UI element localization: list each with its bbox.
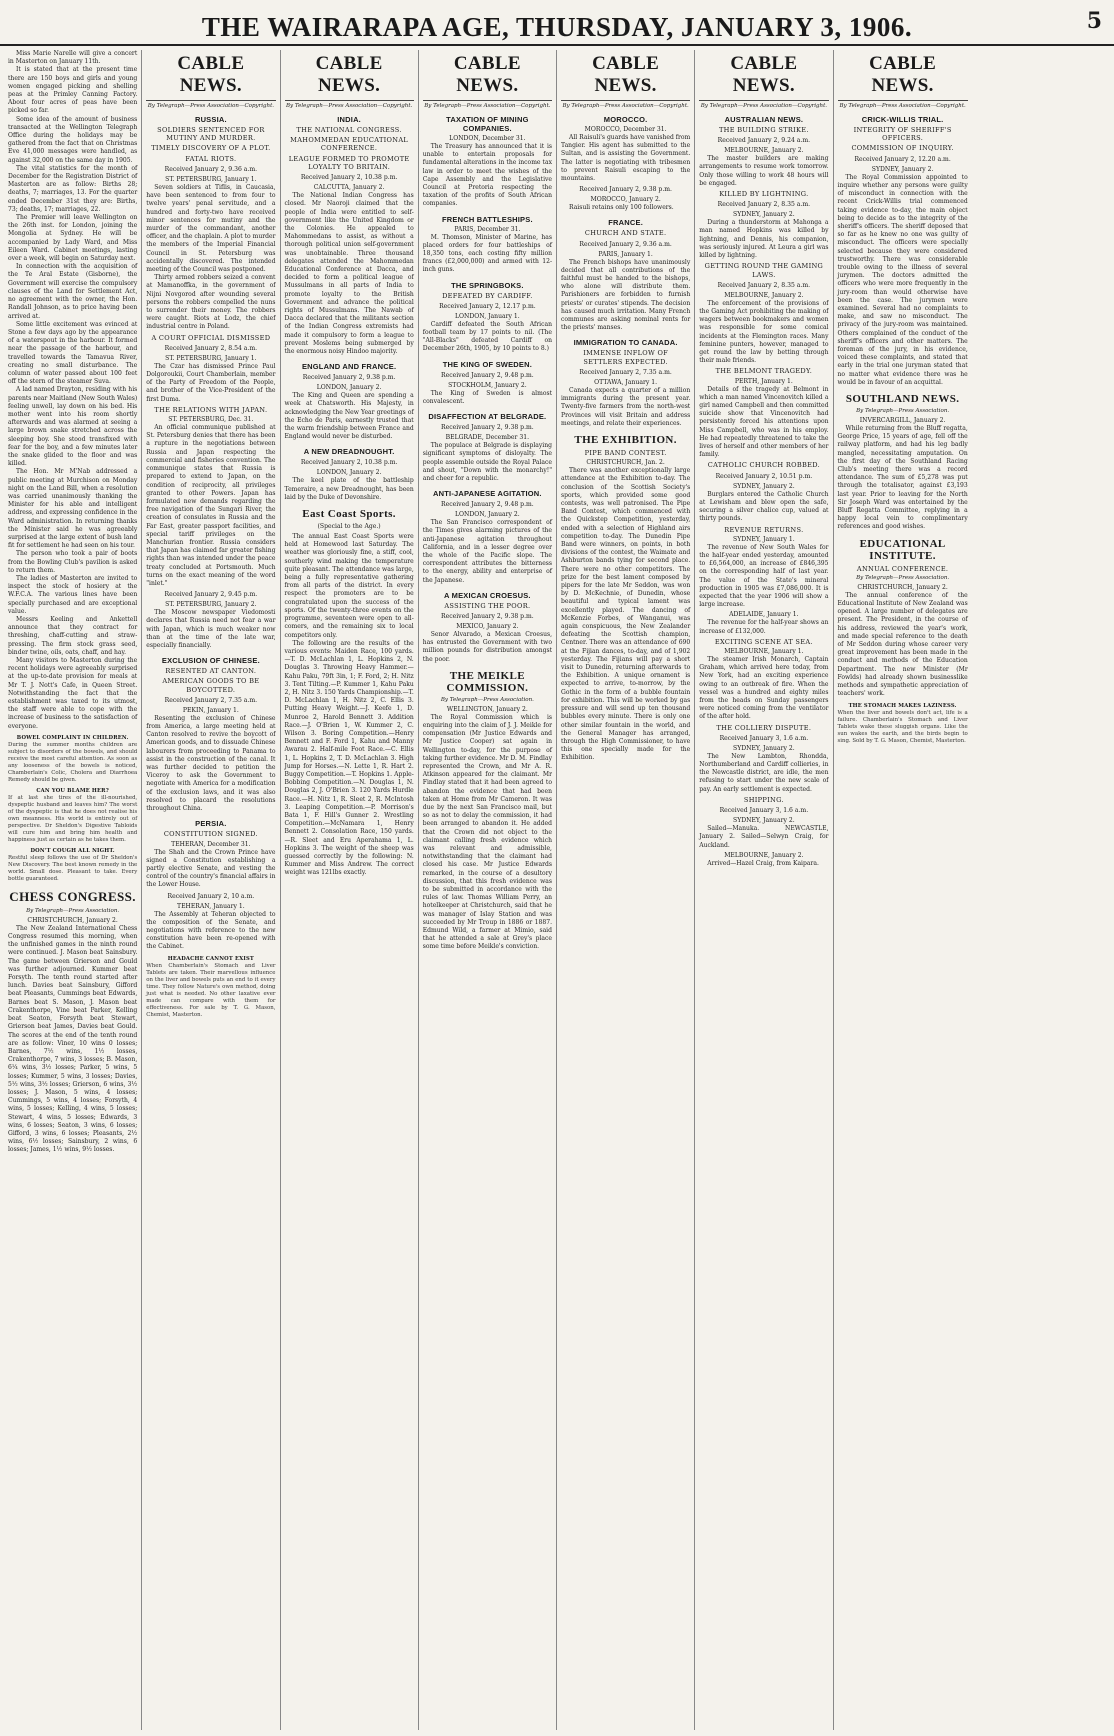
advert-text: If at last she tires of the ill-nourished, dyspeptic husband and leaves him? The worst of the dyspeptic is that he does not realise his own meanness. His world is entirely out of perspective. Dr Sheldon's Digestive Tabloids will cure him and bring him health and happiness just as certain as he takes them. — [8, 794, 138, 843]
byline: By Telegraph—Press Association—Copyright. — [147, 103, 275, 109]
column-1 — [4, 50, 142, 1730]
dateline: MOROCCO, January 2. — [590, 196, 661, 204]
news-paragraph: Cardiff defeated the South African football team by 17 points to nil. (The "All-Blacks" defeated Cardiff on December 26th, 1905, by 10 points to 8.) — [422, 320, 552, 353]
column-3 — [281, 50, 419, 1730]
news-paragraph: The Czar has dismissed Prince Paul Dolgoroukii, Court Chamberlain, member of the Party of Freedom of the People, and brother of the Vice-President of the first Duma. — [146, 362, 276, 403]
byline: By Telegraph—Press Association—Copyright. — [285, 103, 413, 109]
news-paragraph: The revenue of New South Wales for the half-year ended yesterday, amounted to £6,564,000, an increase of £846,395 on the corresponding half of last year. The value of the State's mineral production in 1905 was £7,086,000. It is expected that the year 1906 will show a large increase. — [699, 543, 829, 609]
article-subheading: GETTING ROUND THE GAMING LAWS. — [704, 262, 824, 279]
article-heading: DISAFFECTION AT BELGRADE. — [428, 412, 547, 422]
dateline: ADELAIDE, January 1. — [729, 611, 799, 619]
advert-text: During the summer months children are subject to disorders of the bowels, and should receive the most careful attention. As soon as any looseness of the bowels is noticed, Chamberlain's Colic, Cholera and Diarrhoea Remedy should be given. — [8, 741, 138, 783]
dateline: LONDON, January 2. — [316, 384, 382, 392]
news-paragraph: Miss Marie Narelle will give a concert in Masterton on January 11th. — [8, 50, 138, 66]
cable-news-heading: CABLE NEWS. — [423, 53, 552, 101]
news-paragraph: M. Thomson, Minister of Marine, has placed orders for four battleships of 18,350 tons, each costing fifty million francs (£2,000,000) and armed with 12-inch guns. — [422, 233, 552, 274]
section-heading-sports: East Coast Sports. — [302, 508, 396, 521]
article-subheading: THE BUILDING STRIKE. — [718, 126, 809, 134]
dateline: CHRISTCHURCH, Jan. 2. — [586, 459, 665, 467]
news-paragraph: An official communique published at St. Petersburg denies that there has been a rupture in the negotiations between Russia and Japan respecting the commercial and fisheries convention. The communique states that Russia is prepared to extend to Japan, on the condition of reciprocity, all privileges granted to other Powers. Japan has formulated new demands regarding the free navigation of the Sungari River, the creation of consulates in Russia and the Far East, greater passport facilities, and special tariff privileges on the Manchurian frontier. Russia considers that Japan has claimed far greater fishing rights than was intended under the peace treaty concluded at Portsmouth. Much turns on the exact meaning of the word "inlet." — [146, 424, 276, 587]
cable-news-heading: CABLE NEWS. — [285, 53, 414, 101]
news-paragraph: The steamer Irish Monarch, Captain Graham, which arrived here today, from New York, had an exciting experience owing to an outbreak of fire. When the vessel was a hundred and eighty miles from the heads on Sunday passengers were noticed coming from the ventilator of the after hold. — [699, 656, 829, 721]
received-time: Received January 2, 9.36 a.m. — [164, 165, 258, 173]
column-5 — [557, 50, 695, 1730]
news-paragraph: The populace at Belgrade is displaying significant symptoms of disloyalty. The people assemble outside the Royal Palace and shout, "Down with the monarchy!" and cheer for a republic. — [422, 442, 552, 482]
news-paragraph: Messrs Keeling and Ankettell announce that they contract for threshing, chaff-cutting and straw-pressing. The firm stock grass seed, binder twine, oils, oats, chaff, and hay. — [8, 616, 138, 656]
dateline: MELBOURNE, January 2. — [724, 147, 804, 155]
newspaper-page — [4, 50, 1110, 1730]
received-time: Received January 2, 9.38 p.m. — [302, 374, 396, 382]
received-time: Received January 2, 7.35 a.m. — [579, 368, 672, 376]
article-heading: PERSIA. — [195, 819, 227, 829]
article-subheading: DEFEATED BY CARDIFF. — [442, 291, 533, 300]
received-time: Received January 2, 9.38 p.m. — [441, 612, 534, 620]
article-subheading: PIPE BAND CONTEST. — [584, 448, 667, 457]
article-subheading: THE NATIONAL CONGRESS. — [296, 126, 402, 134]
news-paragraph: The French bishops have unanimously decided that all contributions of the faithful must be handed to the bishops, who alone will distribute them. Parishioners are forbidden to furnish priests' or curates' stipends. The decision has caused much irritation. Many French communes are asking nominal rents for the priests' manses. — [561, 258, 691, 332]
dateline: CALCUTTA, January 2. — [313, 184, 385, 192]
dateline: PEKIN, January 1. — [182, 706, 239, 714]
dateline: WELLINGTON, January 2. — [446, 705, 528, 713]
news-paragraph: The King and Queen are spending a week at Chatsworth. His Majesty, in acknowledging the New Year greetings of the Echo de Paris, earnestly trusted that the warm friendship between France and England would never be disturbed. — [284, 392, 414, 441]
received-time: Received January 2, 9.38 p.m. — [579, 186, 672, 194]
masthead — [0, 0, 1114, 46]
newspaper-title: THE WAIRARAPA AGE, THURSDAY, JANUARY 3, 1906. — [201, 12, 913, 42]
article-heading: ENGLAND AND FRANCE. — [301, 362, 397, 372]
news-paragraph: Burglars entered the Catholic Church at Lewisham and blew open the safe, securing a silver chalice cup, valued at thirty pounds. — [699, 490, 829, 523]
dateline: PARIS, January 1. — [598, 250, 653, 258]
article-subheading: IMMENSE INFLOW OF SETTLERS EXPECTED. — [583, 349, 669, 366]
byline: By Telegraph—Press Association—Copyright. — [424, 103, 551, 109]
article-subheading: SHIPPING. — [743, 795, 784, 804]
dateline: CHRISTCHURCH, January 2. — [857, 583, 948, 591]
news-paragraph: The Assembly at Teheran objected to the composition of the Senate, and negotiations with reference to the new constitution have been re-opened with the Cabinet. — [146, 910, 276, 951]
news-paragraph: All Raisuli's guards have vanished from Tangier. His agent has submitted to the Sultan, and is assisting the Government. The latter is negotiating with tribesmen to prevent Raisuli escaping to the mountains. — [561, 134, 691, 183]
dateline: STOCKHOLM, January 2. — [448, 381, 527, 389]
cable-news-heading: CABLE NEWS. — [146, 53, 275, 101]
byline: By Telegraph—Press Association. — [440, 696, 534, 703]
advert-text: Restful sleep follows the use of Dr Sheldon's New Discovery. The best known remedy in the world. Small dose. Pleasant to take. Every bottle guaranteed. — [8, 854, 138, 882]
news-paragraph: It is stated that at the present time there are 150 boys and girls and young women engaged picking and shelling peas at the Primley Canning Factory. About four acres of peas have been picked so far. — [8, 66, 138, 115]
article-heading: INDIA. — [337, 115, 361, 124]
article-heading: FRENCH BATTLESHIPS. — [442, 214, 533, 224]
news-paragraph: The Royal Commission which is enquiring into the claim of J. J. Meikle for compensation (Mr Justice Edwards and Mr Justice Cooper) sat again in Wellington to-day, for the purpose of taking further evidence. Mr D. M. Findlay represented the Crown, and Mr A. R. Atkinson appeared for the claimant. Mr Findlay stated that it had been agreed to abandon the evidence that had been taken at Home from Mr Cameron. It was due by the next San Francisco mail, but so as not to delay the commission, it had been arranged to abandon it. He added that the Crown did not object to the claimant calling fresh evidence which was relevant and admissible, notwithstanding that the claimant had closed his case. Mr Justice Edwards remarked, in the course of a desultory discussion, that this fresh evidence was to be submitted in accordance with the rules of law. Thomas William Perry, an hotelkeeper at Christchurch, said that he was manager of Islay Station and was succeeded by Mr Troup in 1886 or 1887. Edmund Wild, a farmer at Mimio, said that he attended a sale at Grey's place some time before Meikle's conviction. — [422, 713, 552, 951]
article-subheading: RESENTED AT CANTON. — [165, 667, 257, 676]
advert-heading: BOWEL COMPLAINT IN CHILDREN. — [16, 734, 129, 741]
dateline: ST. PETERSBURG, January 1. — [165, 354, 257, 362]
article-heading: THE SPRINGBOKS. — [451, 280, 524, 290]
section-heading-chess: CHESS CONGRESS. — [9, 888, 136, 904]
news-paragraph: Thirty armed robbers seized a convent at Mamanoffka, in the government of Nijni Novgorod after wounding several persons the robbers compelled the nuns to surrender their money. The robbers were caught. Riots at Lodz, the chief industrial centre in Poland. — [146, 274, 276, 331]
news-paragraph: Details of the tragedy at Belmont in which a man named Vincenovitch killed a girl named Campbell and then committed suicide show that Vincenovitch had persistently forced his attentions upon Miss Campbell, who was in his employ. He had repeatedly threatened to take the lives of herself and other members of her family. — [699, 385, 829, 459]
received-time: Received January 2, 10 a.m. — [167, 892, 255, 900]
dateline: SYDNEY, January 1. — [733, 535, 795, 543]
dateline: TEHERAN, December 31. — [171, 840, 251, 848]
article-subheading: THE BELMONT TRAGEDY. — [715, 367, 813, 376]
advert-heading: THE STOMACH MAKES LAZINESS. — [848, 702, 957, 709]
article-heading: A NEW DREADNOUGHT. — [303, 447, 395, 457]
news-paragraph: There was another exceptionally large attendance at the Exhibition to-day. The conclusion of the Scottish Society's sports, which provided some good contests, was well patronised. The Pipe Band Contest, which commenced with the Quickstep Competition, yesterday, ended with a selection of Highland airs competition to-day. The Dunedin Pipe Band were winners, on points, in both divisions of the contest, the Waimate and Ashburton bands tying for second place. There were no other competitors. The prize for the best lament composed by pipers for the late Mr Seddon, was won by D. McKechnie, of Dunedin, whose beautiful and typical lament was excellently played. The dancing of McKenzie Forbes, of Wanganui, was again conspicuous, the New Zealander defeating the Scottish champion, Centner. There was an attendance of 690 at the Fijian dances, to-day, and of 1,902 yesterday. The Fijians will pay a short visit to Dunedin, returning afterwards to the Exhibition. A unique ornament is expected to arrive, to-morrow, by the Gothic in the form of a bubble fountain for exhibition. This will be worked by gas pressure and will send up ten thousand bubbles every minute. There is only one other similar fountain in the world, and the General Manager has arranged, through the High Commissioner, to have this one specially made for the Exhibition. — [561, 467, 691, 762]
article-subheading: ASSISTING THE POOR. — [444, 601, 531, 610]
section-heading-exhibition: THE EXHIBITION. — [574, 433, 677, 446]
dateline: SYDNEY, January 2. — [733, 817, 795, 825]
news-paragraph: Many visitors to Masterton during the recent holidays were agreeably surprised at the up-to-date provision for meals at Mr T. J. Nott's Cafe, in Queen Street. Notwithstanding the fact that the establishment was taxed to its utmost, the staff were able to cope with the increase of business to the satisfaction of everyone. — [8, 657, 138, 730]
column-7 — [834, 50, 972, 1730]
news-paragraph: In connection with the acquisition of the Te Aral Estate (Gisborne), the Government will exercise the compulsory clauses of the Land for Settlement Act, no agreement with the owner, the Hon. Randall Johnson, as to price having been arrived at. — [8, 263, 138, 320]
section-heading-educational: EDUCATIONAL INSTITUTE. — [859, 537, 946, 562]
dateline: PERTH, January 1. — [734, 377, 793, 385]
article-subheading: CONSTITUTION SIGNED. — [163, 830, 258, 839]
column-4 — [419, 50, 557, 1730]
column-2 — [142, 50, 280, 1730]
news-paragraph: The following are the results of the various events: Maiden Race, 100 yards.—T. D. McLachlan 1, L. Hopkins 2, N. Douglas 3. Throwing Heavy Hammer.—Kahu Paku, 79ft 3in, 1; F. Ford, 2; H. Nitz 3. Tent Tilting.—P. Kummer 1, Kahu Paku 2, H. Nitz 3. 150 Yards Championship.—T. D. McLachlan 1, H. Nitz 2, C. Ellis 3. Putting Heavy Weight.—J. Keefe 1, D. Munroe 2, Harold Bennett 3. Addition Race.—J. O'Brien 1, W. Kummer 2, C. Wilson 3. Boring Competition.—Henry Bennett and F. Ford 1, Kahu and Manny Awarau 2. Half-mile Foot Race.—C. Ellis 1, L. Hopkins 2, T. D. McLachlan 3. High Jump for Horses.—N. Lette 1, R. Hart 2. Buggy Competition.—T. Hopkins 1. Apple-Bobbing Competition.—N. Douglas 1, N. Douglas 2, J. O'Brien 3. 120 Yards Hurdle Race.—H. Nitz 1, R. Sleet 2, R. McIntosh 3. Leaping Competition.—P. Morrison's Bata 1, F. Hill's Gunner 2. Wrestling Competition.—McNamara 1, Henry Bennett 2. Consolation Race, 150 yards.—R. Sleet and Eru Aperahama 1, L. Hopkins 3. The weight of the sheep was guessed correctly by the following: N. Kummer and Miss Andrew. The correct weight was 121lbs exactly. — [284, 639, 414, 877]
received-time: Received January 2, 9.48 p.m. — [441, 371, 534, 379]
byline: By Telegraph—Press Association. — [26, 907, 120, 914]
dateline: TEHERAN, January 1. — [177, 902, 245, 910]
received-time: Received January 2, 8.54 a.m. — [164, 344, 258, 352]
news-paragraph: The Treasury has announced that it is unable to entertain proposals for fundamental alterations in the income tax law in order to meet the wishes of the Cape Assembly and the Legislative Council at Pretoria respecting the taxation of the profits of South African companies. — [422, 143, 552, 208]
news-paragraph: Some little excitement was evinced at Stone a few days ago by the appearance of a waterspout in the harbour. It formed near the passage of the harbour, and travelled towards the Tamavua River, creating no small disturbance. The column of water passed about 100 feet off the stern of the steamer Suva. — [8, 320, 138, 386]
article-heading: IMMIGRATION TO CANADA. — [573, 338, 678, 348]
article-subheading: THE RELATIONS WITH JAPAN. — [154, 405, 268, 414]
advert-heading: HEADACHE CANNOT EXIST — [167, 955, 254, 962]
article-heading: A MEXICAN CROESUS. — [444, 590, 531, 600]
received-time: Received January 2, 9.45 p.m. — [164, 591, 258, 599]
cable-news-heading: CABLE NEWS. — [561, 53, 690, 101]
news-paragraph: The ladies of Masterton are invited to inspect the stock of hosiery at the W.F.C.A. The various lines have been specially purchased and are exceptional value. — [8, 575, 138, 615]
byline: By Telegraph—Press Association—Copyright. — [839, 103, 966, 109]
news-paragraph: Canada expects a quarter of a million immigrants during the present year. Twenty-five farmers from the north-west Provinces will visit Britain and address meetings, and relate their experiences. — [561, 386, 691, 427]
cable-news-heading: CABLE NEWS. — [838, 53, 968, 101]
news-paragraph: The Moscow newspaper Viedomosti declares that Russia need not fear a war with Japan, which is much weaker now than at the time of the late war, especially financially. — [146, 609, 276, 649]
byline: By Telegraph—Press Association—Copyright. — [562, 103, 689, 109]
received-time: Received January 3, 1.6 a.m. — [719, 807, 809, 815]
article-subheading: AMERICAN GOODS TO BE BOYCOTTED. — [162, 677, 260, 694]
article-heading: MOROCCO. — [603, 115, 648, 124]
news-paragraph: The Hon. Mr M'Nab addressed a public meeting at Murchison on Monday night on the Land Bill, when a resolution was carried unanimously thanking the Minister for his able and intelligent address, and expressing confidence in the Ward administration. In returning thanks the Minister said he was agreeably surprised at the large extent of bush land fit for settlement he had seen on his tour. — [8, 468, 138, 550]
dateline: LONDON, January 2. — [455, 511, 520, 519]
news-paragraph: The New Zealand International Chess Congress resumed this morning, when the unfinished games in the ninth round were continued. J. Mason beat Sainsbury. The game between Grierson and Gould was further adjourned. Kummer beat Forsyth. The tenth round started after lunch. Davies beat Sainsbury, Gifford beat Pleasants, Cummings beat Edwards, Barnes beat S. Mason, J. Mason beat Crakenthorpe, Vine beat Parker, Kelling beat Seaton, Forsyth beat Stewart, Grierson beat James, Davies beat Gould. The scores at the end of the tenth round are as follow: Viner, 10 wins 0 losses; Barnes, 7½ wins, 1½ losses, Crakenthorpe, 7 wins, 3 losses; B. Mason, 6¼ wins, 3½ losses; Parker, 5 wins, 5 losses; Kummer, 5 wins, 3 losses; Davies, 5½ wins, 3½ losses; Grierson, 6 wins, 3½ losses; J. Mason, 5 wins, 4 losses; Cummings, 5 wins, 4 losses; Forsyth, 4 wins, 5 losses; Kelling, 4 wins, 5 losses; Stewart, 4 wins, 5 losses; Edwards, 3 wins, 6 losses; Seaton, 3 wins, 6 losses; Gifford, 3 wins, 6 losses; Pleasants, 2½ wins, 6½ losses; Sainsbury, 2 wins, 6 losses; James, 1½ wins, 9½ losses. — [8, 924, 138, 1154]
section-heading-southland: SOUTHLAND NEWS. — [845, 392, 960, 405]
news-paragraph: The annual conference of the Educational Institute of New Zealand was opened. A large number of delegates are present. The President, in the course of his address, reviewed the year's work, and made special reference to the death of Mr Seddon during whose career very great improvement has been made in the conduct and methods of the Education Department. The new Minister (Mr Fowlds) had already shown businesslike methods and sympathetic appreciation of teachers' work. — [837, 591, 968, 698]
article-subheading: EXCITING SCENE AT SEA. — [714, 637, 813, 646]
dateline: MELBOURNE, January 2. — [724, 291, 804, 299]
received-time: Received January 2, 9.36 a.m. — [579, 240, 672, 248]
dateline: LONDON, January 1. — [455, 312, 520, 320]
article-heading: ANTI-JAPANESE AGITATION. — [433, 489, 542, 499]
news-paragraph: The person who took a pair of boots from the Bowling Club's pavilion is asked to return them. — [8, 550, 138, 574]
dateline: PARIS, December 31. — [454, 225, 521, 233]
dateline: ST. PETERSBURG, January 2. — [165, 601, 257, 609]
dateline: SYDNEY, January 2. — [733, 744, 795, 752]
dateline: ST. PETERSBURG, January 1. — [165, 175, 257, 183]
dateline: CHRISTCHURCH, January 2. — [27, 916, 118, 924]
received-time: Received January 2, 10.38 p.m. — [300, 459, 398, 467]
advert-heading: DON'T COUGH ALL NIGHT. — [30, 847, 115, 854]
news-paragraph: The enforcement of the provisions of the Gaming Act prohibiting the making of wagers between bookmakers and women was responsible for some comical incidents at the Flemington races. Many feminine punters, however, managed to get round the law by betting through their male friends. — [699, 299, 829, 365]
received-time: Received January 2, 12.17 p.m. — [439, 302, 536, 310]
article-subheading: A COURT OFFICIAL DISMISSED — [151, 333, 271, 342]
news-paragraph: The San Francisco correspondent of the Times gives alarming pictures of the anti-Japanese agitation throughout California, and in a lesser degree over the whole of the Pacific slope. The correspondent attributes the bitterness to the energy, ability and enterprise of the Japanese. — [422, 519, 552, 584]
news-paragraph: The annual East Coast Sports were held at Homewood last Saturday. The weather was gloriously fine, a stiff, cool, southerly wind making the temperature quite pleasant. The attendance was large, being a fully representative gathering from all parts of the district. In every respect the promoters are to be congratulated upon the success of the sports. Of the twenty-three events on the programme, seventeen were open to all-comers, and the remaining six to local competitors only. — [284, 533, 414, 639]
article-subheading: ANNUAL CONFERENCE. — [856, 564, 949, 573]
article-subheading: SOLDIERS SENTENCED FOR MUTINY AND MURDER. — [157, 126, 265, 143]
page-number: 5 — [1086, 8, 1102, 34]
received-time: Received January 2, 9.24 a.m. — [717, 137, 811, 145]
byline: By Telegraph—Press Association—Copyright. — [700, 103, 828, 109]
news-paragraph: Some idea of the amount of business transacted at the Wellington Telegraph Office during the holidays may be gathered from the fact that on Christmas Eve 41,000 messages were handled, as against 32,000 on the same day in 1905. — [8, 115, 138, 164]
article-heading: AUSTRALIAN NEWS. — [724, 115, 804, 124]
article-heading: CRICK-WILLIS TRIAL. — [861, 115, 944, 124]
news-paragraph: The vital statistics for the month of December for the Registration District of Masterton are as follow: Births 28; deaths, 7; marriages, 13. For the quarter ended December 31st they are: Births, 73; deaths, 17; marriages, 22. — [8, 164, 138, 213]
received-time: Received January 2, 8.35 a.m. — [717, 281, 811, 289]
article-subheading: INTEGRITY OF SHERIFF'S OFFICERS. — [853, 126, 952, 143]
article-subheading: FATAL RIOTS. — [185, 154, 237, 163]
article-subheading: REVENUE RETURNS. — [724, 525, 804, 534]
dateline: BELGRADE, December 31. — [445, 434, 530, 442]
received-time: Received January 2, 10.51 p.m. — [715, 472, 813, 480]
article-subheading: COMMISSION OF INQUIRY. — [851, 144, 954, 153]
news-paragraph: The National Indian Congress has closed. Mr Naoroji claimed that the people of India were entitled to self-government like the United Kingdom or the Colonies. He appealed to Mahommedans to assist, as without a thorough political union self-government was unobtainable. Three thousand delegates attended the Mahommedan Educational Conference at Dacca, and decided to form a political league of Mussulmans in all parts of India to promote loyalty to the British Government and advance the political rights of Mussulmans. The Nawab of Dacca declared that the militants section of the Indian Congress extremists had made it compulsory to form a league to prevent Moslems being submerged by the enormous noisy Hindoo majority. — [284, 192, 414, 356]
news-paragraph: The Premier will leave Wellington on the 26th inst. for London, joining the Mongolia at Sydney. He will be accompanied by Lady Ward, and Miss Eileen Ward. Cabinet meetings, lasting over a week, will begin on Saturday next. — [8, 214, 138, 263]
dateline: MEXICO, January 2. — [456, 622, 519, 630]
column-6 — [695, 50, 833, 1730]
received-time: Received January 2, 10.38 p.m. — [300, 174, 398, 182]
received-time: Received January 2, 12.20 a.m. — [854, 155, 951, 163]
article-subheading: THE COLLIERY DISPUTE. — [716, 723, 812, 732]
advert-text: When the liver and bowels don't act, life is a failure. Chamberlain's Stomach and Liver Tablets wake these sluggish organs. Like the sun wakes the earth, and the birds begin to sing. Sold by T. G. Mason, Chemist, Masterton. — [837, 709, 968, 744]
news-paragraph: Senor Alvarado, a Mexican Croesus, has entrusted the Government with two million pounds for distribution amongst the poor. — [422, 630, 552, 663]
section-heading-meikle: THE MEIKLE COMMISSION. — [446, 669, 529, 694]
received-time: Received January 2, 9.48 p.m. — [441, 501, 534, 509]
article-subheading: TIMELY DISCOVERY OF A PLOT. — [151, 144, 271, 153]
news-paragraph: The keel plate of the battleship Temeraire, a new Dreadnought, has been laid by the Duke of Devonshire. — [284, 477, 414, 501]
received-time: Received January 3, 1.6 a.m. — [719, 734, 809, 742]
dateline: INVERCARGILL, January 2. — [859, 416, 946, 424]
dateline: SYDNEY, January 2. — [871, 165, 934, 173]
byline: By Telegraph—Press Association. — [856, 574, 950, 581]
advert-heading: CAN YOU BLAME HER? — [36, 787, 109, 794]
news-paragraph: Resenting the exclusion of Chinese from America, a large meeting held at Canton resolved to revive the boycott of American goods, and to dissuade Chinese labourers from proceeding to Panama to assist in the construction of the canal. It was further decided to petition the Viceroy to ask the Government to negotiate with America for a modification of the exclusion laws, and it was also resolved to placard the resolutions throughout China. — [146, 714, 276, 813]
article-subheading: MAHOMMEDAN EDUCATIONAL CONFERENCE. — [290, 136, 409, 153]
article-subheading: CHURCH AND STATE. — [584, 229, 667, 238]
article-subheading: LEAGUE FORMED TO PROMOTE LOYALTY TO BRITAIN. — [288, 154, 410, 171]
received-time: Received January 2, 8.35 a.m. — [717, 201, 811, 209]
news-paragraph: During a thunderstorm at Mahonga a man named Hopkins was killed by lightning, and Dennis, his companion, was seriously injured. At Leura a girl was killed by lightning. — [699, 219, 829, 260]
received-time: Received January 2, 7.35 a.m. — [164, 696, 258, 704]
article-note: (Special to the Age.) — [317, 523, 381, 531]
dateline: SYDNEY, January 2. — [733, 211, 795, 219]
news-paragraph: The Shah and the Crown Prince have signed a Constitution establishing a partly elective Senate, and vesting the control of the country's financial affairs in the Lower House. — [146, 848, 276, 889]
news-paragraph: The master builders are making arrangements to resume work tomorrow. Only those willing to work 48 hours will be engaged. — [699, 155, 829, 187]
article-subheading: KILLED BY LIGHTNING. — [719, 190, 809, 199]
news-paragraph: The Royal Commission appointed to inquire whether any persons were guilty of misconduct in connection with the recent Crick-Willis trial commenced taking evidence to-day, the main object being to decide as to the integrity of the sheriff's officers. The sheriff deposed that so far as he knew no one was guilty of misconduct. The officers were specially selected because they were considered trustworthy. There was considerable trouble owing to the illness of several jurymen. The doctors admitted the officers who were more frequently in the jury-room than would otherwise have been the case. The jurymen were examined. Several had no complaints to make, and saw no misconduct. The privacy of the jury-room was maintained. Others complained of the conduct of the sheriff's officers and other matters. The foreman of the jury, in his evidence, voiced these complaints, and stated that early in the trial one juryman stated that no matter what evidence there was he would be in favour of an acquittal. — [837, 173, 968, 386]
news-paragraph: A lad named Drayton, residing with his parents near Maitland (New South Wales) feeling unwell, lay down on his bed. His mother went into his room shortly afterwards and was alarmed at seeing a large brown snake stretched across the sleeping boy. She stood transfixed with fear for the boy, and a few minutes later the snake glided to the floor and was killed. — [8, 386, 138, 468]
dateline: LONDON, January 2. — [316, 469, 382, 477]
news-paragraph: The King of Sweden is almost convalescent. — [422, 389, 552, 405]
dateline: OTTAWA, January 1. — [594, 378, 658, 386]
dateline: SYDNEY, January 2. — [733, 482, 795, 490]
news-paragraph: While returning from the Bluff regatta, George Price, 15 years of age, fell off the railway platform, and had his leg badly mangled, necessitating amputation. On the first day of the Southland Racing Club's meeting there was a record attendance. The sum of £5,278 was put through the totalisator, against £3,193 last year. Prior to leaving for the North Sir Joseph Ward was entertained by the Bluff Regatta Committee, replying in a happy local vein to complimentary references and good wishes. — [837, 424, 968, 531]
article-heading: FRANCE. — [608, 218, 643, 228]
dateline: MELBOURNE, January 2. — [724, 851, 804, 859]
news-paragraph: Raisuli retains only 100 followers. — [569, 204, 674, 212]
news-paragraph: Arrived—Hazel Craig, from Kaipara. — [707, 859, 819, 867]
article-heading: EXCLUSION OF CHINESE. — [161, 656, 260, 666]
article-heading: THE KING OF SWEDEN. — [442, 359, 532, 369]
dateline: MOROCCO, December 31. — [584, 126, 667, 133]
advert-text: When Chamberlain's Stomach and Liver Tablets are taken. Their marvellous influence on the liver and bowels puts an end to it every time. They follow Nature's own method, doing just what is needed. No other laxative ever made can compare with them for effectiveness. For sale by T. G. Mason, Chemist, Masterton. — [146, 962, 276, 1018]
dateline: MELBOURNE, January 1. — [724, 648, 804, 655]
news-paragraph: The revenue for the half-year shows an increase of £132,000. — [699, 619, 829, 635]
article-subheading: CATHOLIC CHURCH ROBBED. — [707, 461, 820, 470]
byline: By Telegraph—Press Association. — [856, 407, 950, 414]
news-paragraph: The New Lambton, Rhondda, Northumberland and Cardiff collieries, in the Newcastle district, are idle, the men refusing to start under the new scale of pay. An early settlement is expected. — [699, 752, 829, 793]
dateline: LONDON, December 31. — [449, 135, 526, 142]
cable-news-heading: CABLE NEWS. — [699, 53, 828, 101]
article-heading: RUSSIA. — [194, 115, 227, 124]
received-time: Received January 2, 9.38 p.m. — [441, 424, 534, 432]
news-paragraph: Sailed—Manuka. NEWCASTLE, January 2. Sailed—Selwyn Craig, for Auckland. — [699, 825, 829, 849]
dateline: ST. PETERSBURG, Dec. 31. — [168, 416, 254, 424]
news-paragraph: Seven soldiers at Tiflis, in Caucasia, have been sentenced to from four to twelve years' penal servitude, and a hundred and forty-two have received minor sentences for mutiny and the murder of the commandant, another officer, and the chaplain. A plot to murder the members of the Imperial Financial Council in St. Petersburg was accidentally discovered. The intended meeting of the Council was postponed. — [146, 183, 276, 273]
article-heading: TAXATION OF MINING COMPANIES. — [446, 115, 529, 133]
